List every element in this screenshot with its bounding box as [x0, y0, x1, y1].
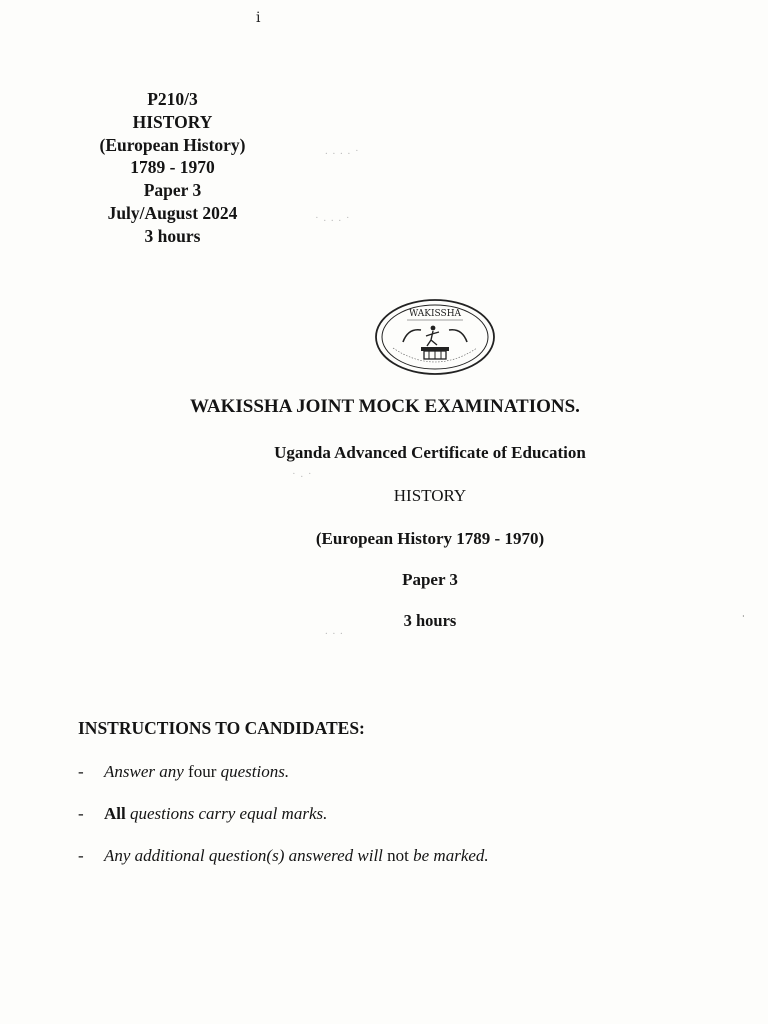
scan-smudge: . . . — [325, 625, 344, 637]
header-period: 1789 - 1970 — [130, 157, 215, 178]
logo-text: WAKISSHA — [408, 309, 462, 319]
header-subject: HISTORY — [132, 111, 213, 132]
scan-smudge: · . · — [292, 468, 313, 480]
paper-code: P210/3 — [147, 89, 198, 109]
header-session: July/August 2024 — [107, 202, 238, 223]
scan-dot: · — [742, 612, 745, 621]
header-block — [60, 88, 285, 248]
option-line: (European History 1789 - 1970) — [315, 529, 545, 548]
scan-smudge: · . . . · — [315, 212, 351, 224]
instruction-item: - Any additional question(s) answered will not be marked. — [78, 846, 489, 865]
duration-line: 3 hours — [403, 611, 457, 630]
header-duration: 3 hours — [144, 225, 201, 246]
header-paper: Paper 3 — [143, 180, 202, 201]
scan-mark: ⅰ — [256, 11, 261, 26]
instruction-item: - Answer any four questions. — [78, 762, 290, 781]
paper-line: Paper 3 — [402, 570, 458, 589]
subject-line: HISTORY — [393, 486, 467, 505]
instructions-heading: INSTRUCTIONS TO CANDIDATES: — [78, 718, 365, 738]
header-option: (European History) — [99, 134, 246, 155]
exam-title: WAKISSHA JOINT MOCK EXAMINATIONS. — [190, 396, 580, 417]
wakissha-logo-seal — [373, 298, 497, 376]
scan-smudge: . . . . · — [325, 145, 360, 157]
certificate-line: Uganda Advanced Certificate of Education — [274, 443, 586, 462]
instruction-item: - All questions carry equal marks. — [78, 804, 328, 823]
